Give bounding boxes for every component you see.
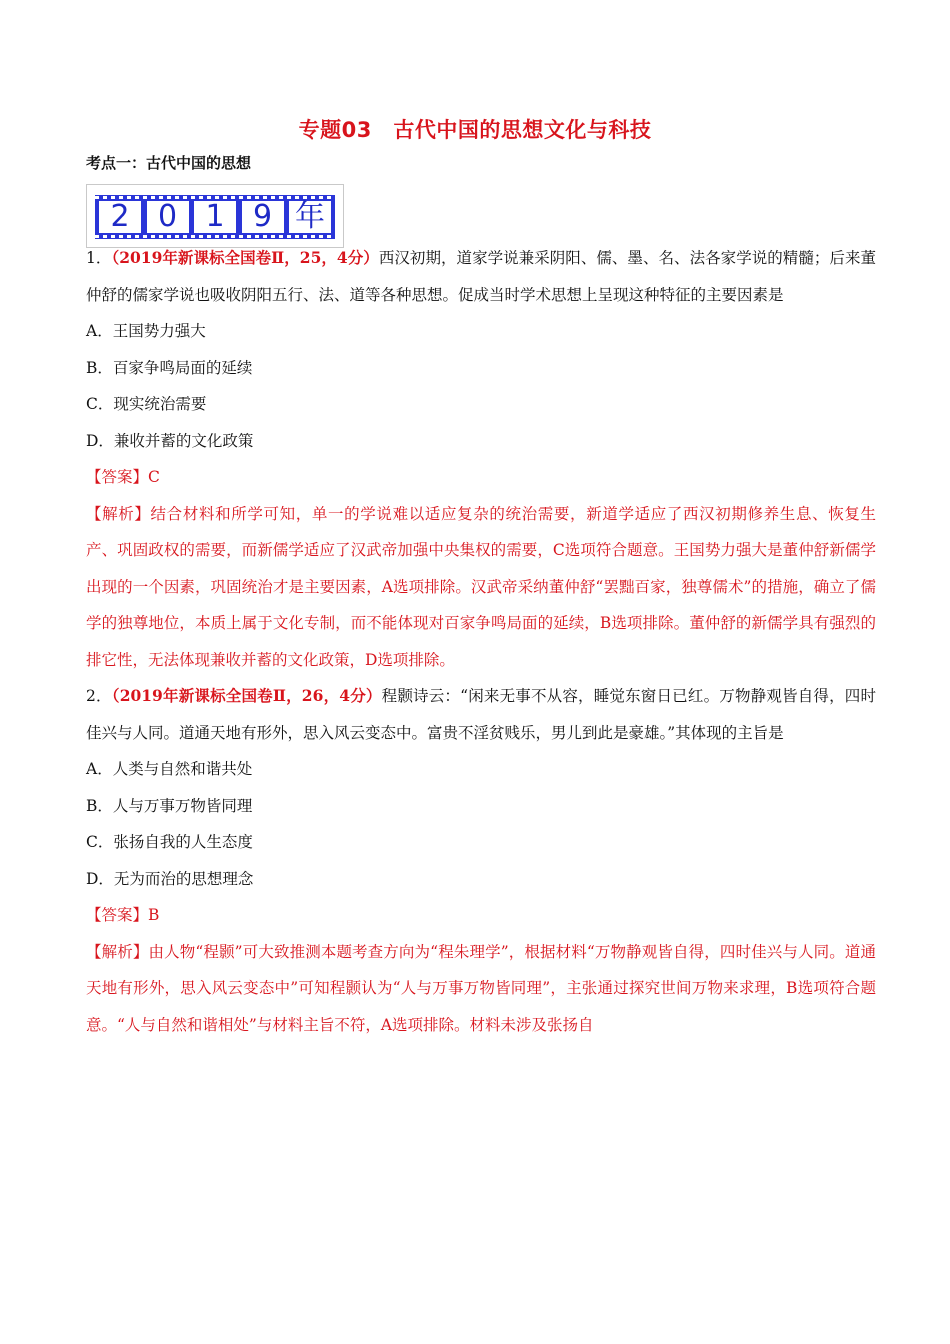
question-1-stem: [86, 240, 876, 313]
answer-label: 【答案】: [86, 468, 149, 486]
year-digit: 0: [147, 201, 189, 233]
question-text: 程颢诗云：“闲来无事不从容，睡觉东窗日已红。万物静观皆自得，四时佳兴与人同。道通天地有形外，思入风云变态中。富贵不淫贫贱乐，男儿到此是豪雄。”其体现的主旨是: [86, 687, 876, 742]
question-source: （2019年新课标全国卷Ⅱ，25，4分）: [111, 248, 379, 267]
film-strip: [95, 195, 335, 239]
option-a: A．王国势力强大: [86, 322, 206, 340]
page-title: 专题03 古代中国的思想文化与科技: [298, 118, 652, 142]
question-number: 1．: [86, 249, 112, 267]
option-d: D．兼收并蓄的文化政策: [86, 431, 254, 450]
answer-line: [86, 459, 876, 496]
analysis-label: 【解析】: [86, 942, 149, 961]
analysis-label: 【解析】: [86, 504, 151, 523]
answer-value: B: [148, 906, 160, 924]
option-b: B．百家争鸣局面的延续: [86, 358, 253, 377]
answer-value: C: [148, 468, 160, 486]
option-a: A．人类与自然和谐共处: [86, 760, 253, 778]
year-digit: 1: [194, 201, 236, 233]
option-b: B．人与万事万物皆同理: [86, 796, 253, 815]
section-heading: 考点一：古代中国的思想: [86, 154, 252, 172]
question-source: （2019年新课标全国卷Ⅱ，26，4分）: [111, 686, 382, 705]
question-2-stem: [86, 678, 876, 751]
analysis-text: 由人物“程颢”可大致推测本题考查方向为“程朱理学”，根据材料“万物静观皆自得，四时佳兴与人同。道通天地有形外，思入风云变态中”可知程颢认为“人与万事万物皆同理”，主张通过探究世间万物来求理，B选项符合题意。“人与自然和谐相处”与材料主旨不符，A选项排除。材料未涉及张扬自: [86, 942, 876, 1034]
answer-label: 【答案】: [86, 906, 149, 924]
answer-line: [86, 897, 876, 934]
option-d: D．无为而治的思想理念: [86, 869, 254, 888]
option-c: C．现实统治需要: [86, 395, 207, 413]
analysis-paragraph: [86, 496, 876, 679]
content-body: [86, 240, 876, 1043]
year-banner: [86, 184, 344, 248]
year-char: 年: [289, 201, 331, 233]
analysis-text: 结合材料和所学可知，单一的学说难以适应复杂的统治需要，新道学适应了西汉初期修养生息、恢复生产、巩固政权的需要，而新儒学适应了汉武帝加强中央集权的需要，C选项符合题意。王国势力强大是董仲舒新儒学出现的一个因素，巩固统治才是主要因素，A选项排除。汉武帝采纳董仲舒“罢黜百家，独尊儒术”的措施，确立了儒学的独尊地位，本质上属于文化专制，而不能体现对百家争鸣局面的延续，B选项排除。董仲舒的新儒学具有强烈的排它性，无法体现兼收并蓄的文化政策，D选项排除。: [86, 504, 876, 669]
year-digit: 2: [99, 201, 141, 233]
option-c: C．张扬自我的人生态度: [86, 833, 253, 851]
analysis-paragraph: [86, 934, 876, 1044]
question-text: 西汉初期，道家学说兼采阴阳、儒、墨、名、法各家学说的精髓；后来董仲舒的儒家学说也吸收阴阳五行、法、道等各种思想。促成当时学术思想上呈现这种特征的主要因素是: [86, 249, 876, 304]
year-digit: 9: [242, 201, 284, 233]
question-number: 2．: [86, 687, 112, 705]
